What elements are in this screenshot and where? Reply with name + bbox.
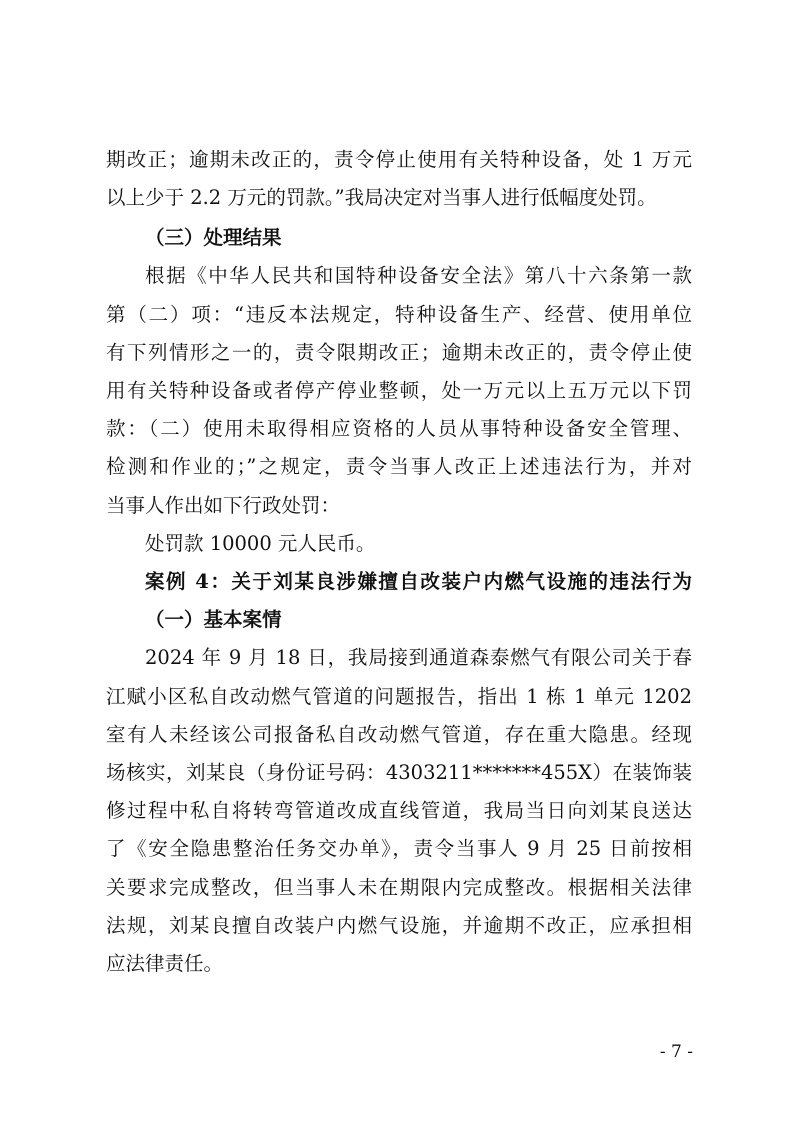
body-line: 场核实，刘某良（身份证号码：4303211*******455X）在装饰装 [106,761,692,784]
body-line: 以上少于 2.2 万元的罚款。”我局决定对当事人进行低幅度处罚。 [106,186,657,209]
body-line: 法规，刘某良擅自改装户内燃气设施，并逾期不改正，应承担相 [106,914,692,937]
body-line: 关要求完成整改，但当事人未在期限内完成整改。根据相关法律 [106,876,692,899]
body-line: 第（二）项：“违反本法规定，特种设备生产、经营、使用单位 [106,303,692,326]
body-line: 检测和作业的；”之规定，责令当事人改正上述违法行为，并对 [106,455,692,478]
body-line: 根据《中华人民共和国特种设备安全法》第八十六条第一款 [145,264,692,287]
body-line: 期改正；逾期未改正的，责令停止使用有关特种设备，处 1 万元 [106,148,692,171]
body-line: 了《安全隐患整治任务交办单》，责令当事人 9 月 25 日前按相 [106,837,692,860]
section-heading: （三）处理结果 [145,226,282,249]
body-line: 应法律责任。 [106,952,224,975]
section-heading: （一）基本案情 [145,608,282,631]
body-line: 款：（二）使用未取得相应资格的人员从事特种设备安全管理、 [106,417,692,440]
body-line: 当事人作出如下行政处罚： [106,494,341,517]
body-line: 处罚款 10000 元人民币。 [145,532,376,555]
body-line: 室有人未经该公司报备私自改动燃气管道，存在重大隐患。经现 [106,723,692,746]
body-line: 有下列情形之一的，责令限期改正；逾期未改正的，责令停止使 [106,341,692,364]
page-number: - 7 - [659,1042,693,1062]
body-line: 江赋小区私自改动燃气管道的问题报告，指出 1 栋 1 单元 1202 [106,685,692,708]
case-heading: 案例 4：关于刘某良涉嫌擅自改装户内燃气设施的违法行为 [145,570,692,593]
body-line: 修过程中私自将转弯管道改成直线管道，我局当日向刘某良送达 [106,799,692,822]
body-line: 2024 年 9 月 18 日，我局接到通道森泰燃气有限公司关于春 [145,646,692,669]
body-line: 用有关特种设备或者停产停业整顿，处一万元以上五万元以下罚 [106,379,692,402]
